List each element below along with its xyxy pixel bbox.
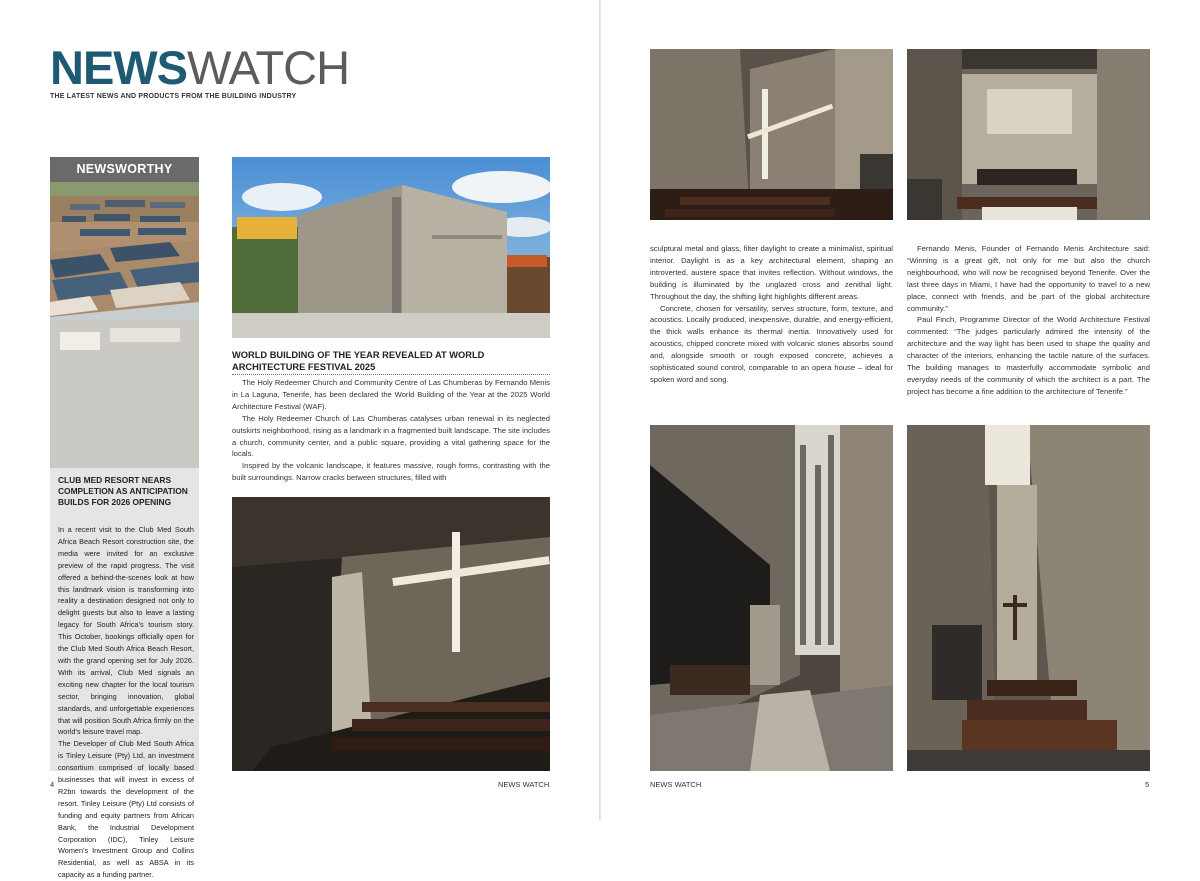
article-paragraph: Paul Finch, Programme Director of the World Architecture Festival commented: “The judges particularly admired the intensity of the architecture and the way light has been used to shape the quality and character of the interiors, enhancing the tactile nature of the surfaces. The building manages to masterfully accommodate symbolic and everyday needs of the community of which the architect is a part. The project has become a fine addition to the architecture of Tenerife.” xyxy=(907,315,1150,396)
church-cross-wall-photo xyxy=(650,49,893,220)
masthead-tagline: THE LATEST NEWS AND PRODUCTS FROM THE BUILDING INDUSTRY xyxy=(50,93,297,100)
page-spine xyxy=(599,0,601,821)
resort-aerial-photo xyxy=(50,182,199,468)
article-paragraph: Concrete, chosen for versatility, serves structure, form, texture, and acoustics. Locally produced, inexpensive, durable, and energy-efficient, the thick walls enhance its thermal inertia. Innovatively used for acoustics, chipped concrete mixed with volcanic stones absorbs sound and, alongside smooth or rough exposed concrete, achieves a sophisticated sound control, comparable to an opera house – ideal for spoken word and song. xyxy=(650,303,893,384)
article-paragraph: The Holy Redeemer Church of Las Chumberas catalyses urban renewal in its neglected outskirts neighborhood, rising as a landmark in a fragmented built landscape. The site includes a church, community center, and a public square, providing a vital gathering space for the locals. xyxy=(232,413,550,459)
article-paragraph: The Holy Redeemer Church and Community Centre of Las Chumberas by Fernando Menis in La Laguna, Tenerife, has been declared the World Building of the Year at the 2025 World Architecture Festival (WAF). xyxy=(232,378,550,411)
sidebar-article-title: CLUB MED RESORT NEARS COMPLETION AS ANTICIPATION BUILDS FOR 2026 OPENING xyxy=(58,475,188,507)
article-column-3 xyxy=(907,243,1150,398)
left-running-title: NEWS WATCH xyxy=(498,780,550,789)
sidebar-paragraph: The Developer of Club Med South Africa is Tinley Leisure (Pty) Ltd, an investment consortium comprised of locally based businesses that will invest in excess of R2bn towards the development of the resort. Tinley Leisure (Pty) Ltd consists of funding and equity partners from African Bank, the Industrial Development Corporation (IDC), Tinley Leisure Women’s Investment Group and Collins Residential, as well as ABSA in its capacity as a funding partner. xyxy=(58,739,194,880)
article-paragraph: Fernando Menis, Founder of Fernando Menis Architecture said: “Winning is a great gift, not only for me but also the church neighbourhood, who will now be recognised beyond Tenerife. Over the last three days in Miami, I have had the opportunity to travel to a new place, connect with friends, and be part of the global architecture community.” xyxy=(907,244,1150,313)
right-running-title: NEWS WATCH xyxy=(650,780,702,789)
sidebar-heading: NEWSWORTHY xyxy=(50,157,199,182)
masthead-light: WATCH xyxy=(187,41,350,94)
masthead-bold: NEWS xyxy=(50,41,187,94)
church-exterior-photo xyxy=(232,157,550,338)
left-page-number: 4 xyxy=(50,780,55,789)
headline-divider xyxy=(232,374,550,375)
sidebar-article-body xyxy=(58,524,194,881)
church-altar-light-photo xyxy=(907,49,1150,220)
masthead xyxy=(50,41,350,94)
article-column-2 xyxy=(650,243,893,386)
article-paragraph: sculptural metal and glass, filter daylight to create a minimalist, spiritual interior. Daylight is as a key architectural element, shaping an introverted, austere space that invites reflection. Without windows, the building is illuminated by the unglazed cross and zenithal light. Throughout the day, the shifting light highlights different areas. xyxy=(650,244,893,301)
church-corridor-photo xyxy=(650,425,893,771)
sidebar-paragraph: In a recent visit to the Club Med South Africa Beach Resort construction site, the media were invited for an exclusive preview of the rapid progress. The visit offered a behind-the-scenes look at how this landmark vision is transforming into reality a destination designed not only to delight guests but also to leave a lasting legacy for South Africa’s tourism story. This October, bookings officially open for the Club Med South Africa Beach Resort, with the grand opening set for July 2026. With its arrival, Club Med signals an exciting new chapter for the local tourism sector, bringing innovation, global standards, and unforgettable experiences that will position South Africa firmly on the world’s leisure travel map. xyxy=(58,525,194,737)
right-page-number: 5 xyxy=(1145,780,1150,789)
article-column-1 xyxy=(232,377,550,484)
church-crucifix-photo xyxy=(907,425,1150,771)
article-paragraph: Inspired by the volcanic landscape, it features massive, rough forms, contrasting with the built surroundings. Narrow cracks between structures, filled with xyxy=(232,461,550,483)
article-headline: WORLD BUILDING OF THE YEAR REVEALED AT WORLD ARCHITECTURE FESTIVAL 2025 xyxy=(232,350,485,372)
church-interior-cross-photo xyxy=(232,497,550,771)
newsworthy-sidebar xyxy=(50,157,199,880)
